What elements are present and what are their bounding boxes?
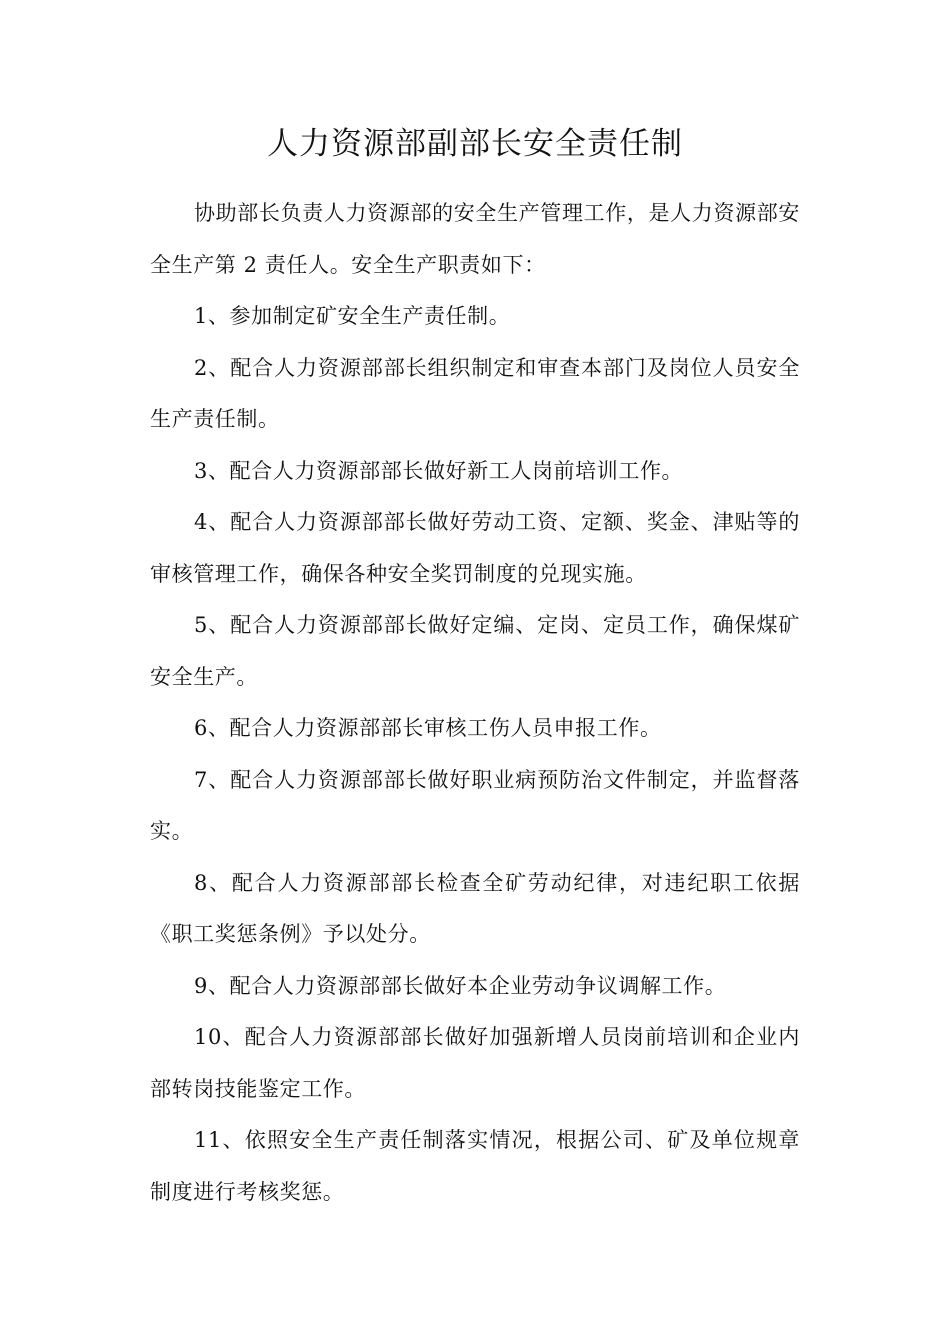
- document-body: [150, 188, 800, 1218]
- duty-item-2: 2、配合人力资源部部长组织制定和审查本部门及岗位人员安全生产责任制。: [150, 355, 800, 431]
- duty-item-1: 1、参加制定矿安全生产责任制。: [194, 304, 511, 328]
- duty-item-7: 7、配合人力资源部部长做好职业病预防治文件制定，并监督落实。: [150, 767, 800, 843]
- duty-item-8: 8、配合人力资源部部长检查全矿劳动纪律，对违纪职工依据《职工奖惩条例》予以处分。: [150, 870, 800, 946]
- document-title: 人力资源部副部长安全责任制: [267, 126, 683, 162]
- duty-item-6: 6、配合人力资源部部长审核工伤人员申报工作。: [194, 716, 662, 740]
- intro-paragraph: 协助部长负责人力资源部的安全生产管理工作，是人力资源部安全生产第 2 责任人。安全生产职责如下：: [150, 201, 800, 277]
- duty-item-4: 4、配合人力资源部部长做好劳动工资、定额、奖金、津贴等的审核管理工作，确保各种安全奖罚制度的兑现实施。: [150, 510, 800, 586]
- duty-item-9: 9、配合人力资源部部长做好本企业劳动争议调解工作。: [194, 973, 727, 998]
- duty-item-3: 3、配合人力资源部部长做好新工人岗前培训工作。: [194, 458, 684, 483]
- duty-item-11: 11、依照安全生产责任制落实情况，根据公司、矿及单位规章制度进行考核奖惩。: [150, 1128, 800, 1204]
- duty-item-5: 5、配合人力资源部部长做好定编、定岗、定员工作，确保煤矿安全生产。: [150, 613, 800, 689]
- duty-item-10: 10、配合人力资源部部长做好加强新增人员岗前培训和企业内部转岗技能鉴定工作。: [150, 1025, 800, 1101]
